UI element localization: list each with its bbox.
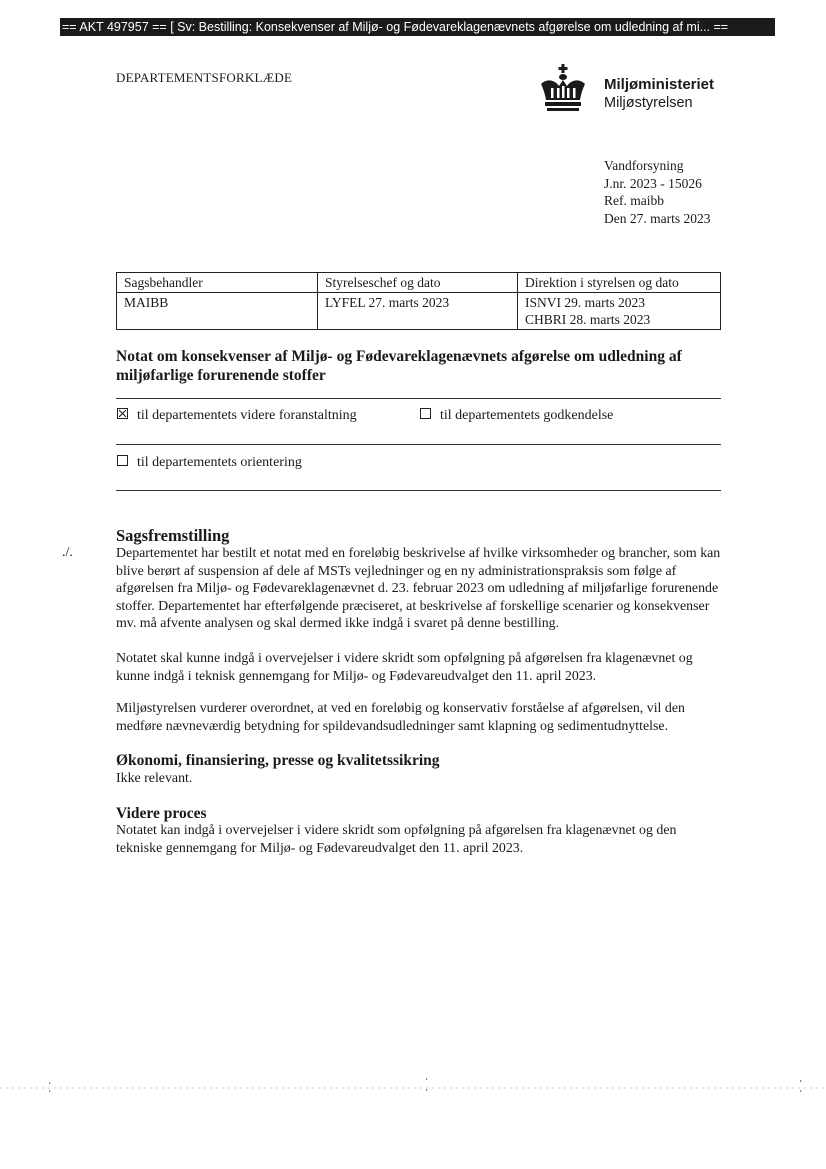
divider [116, 398, 721, 399]
document-metadata [604, 157, 710, 228]
checkbox-empty-icon [420, 408, 431, 419]
unit-name: Vandforsyning [604, 158, 684, 173]
royal-crown-icon [537, 64, 589, 114]
header-caseworker: Sagsbehandler [117, 273, 318, 293]
paragraph: Ikke relevant. [116, 771, 193, 786]
reference: Ref. maibb [604, 193, 664, 209]
ministry-name-block [604, 76, 714, 112]
direction-entry: ISNVI 29. marts 2023 [525, 295, 645, 310]
scan-artifact [0, 1072, 826, 1102]
divider [116, 490, 721, 491]
checkbox-approval[interactable] [420, 407, 613, 425]
ministry-name: Miljøministeriet [604, 76, 715, 93]
cell-direction [518, 293, 721, 330]
paragraph: Notatet skal kunne indgå i overvejelser i videre skridt som opfølgning på afgørelsen fra klagenævnet og kunne indgå i teknisk gennemgang for Miljø- og Fødevareudvalget den 11. april 2023. [116, 651, 693, 684]
paragraph: Miljøstyrelsen vurderer overordnet, at ved en foreløbig og konservativ forståelse af afgørelsen, vil den medføre nævneværdig betydning for spildevandsudledninger samt klapning og sedimentudnyttelse. [116, 701, 685, 734]
checkbox-label: til departementets videre foranstaltning [137, 408, 357, 423]
table-header-row [117, 273, 721, 293]
direction-entry: CHBRI 28. marts 2023 [525, 312, 651, 327]
document-type-label: DEPARTEMENTSFORKLÆDE [116, 70, 293, 85]
agency-name: Miljøstyrelsen [604, 95, 693, 111]
header-direction: Direktion i styrelsen og dato [518, 273, 721, 293]
cell-agency-head: LYFEL 27. marts 2023 [318, 293, 518, 330]
paragraph: Notatet kan indgå i overvejelser i videre skridt som opfølgning på afgørelsen fra klagenævnet og den tekniske gennemgang for Miljø- og Fødevareudvalget den 11. april 2023. [116, 823, 677, 856]
signoff-table [116, 272, 721, 330]
checkbox-checked-icon [117, 408, 128, 419]
divider [116, 444, 721, 445]
paragraph: Departementet har bestilt et notat med en foreløbig beskrivelse af hvilke virksomheder og brancher, som kan blive berørt af suspension af dele af MSTs vejledninger og en ny administrationspraksis som følge af afgørelsen fra Miljø- og Fødevareklagenævnet d. 23. februar 2023 om udledning af miljøfarlige forurenende stoffer. Departementet har efterfølgende præciseret, at beskrivelse af forskellige scenarier og konsekvenser mv. må afvente analysen og skal dermed ikke indgå i svaret på denne bestilling. [116, 546, 721, 632]
memo-subject: Notat om konsekvenser af Miljø- og Fødevareklagenævnets afgørelse om udledning af miljøfarlige forurenende stoffer [116, 348, 682, 384]
checkbox-orientation[interactable] [117, 454, 302, 472]
header-agency-head: Styrelseschef og dato [318, 273, 518, 293]
section-heading: Økonomi, finansiering, presse og kvalitetssikring [116, 752, 440, 769]
document-banner: == AKT 497957 == [ Sv: Bestilling: Konsekvenser af Miljø- og Fødevareklagenævnets afgørelse om udledning af mi... == [60, 18, 775, 36]
case-number: J.nr. 2023 - 15026 [604, 175, 702, 191]
checkbox-further-action[interactable] [117, 407, 357, 425]
section-heading: Videre proces [116, 805, 207, 822]
table-row [117, 293, 721, 330]
checkbox-label: til departementets orientering [137, 455, 302, 470]
section-heading: Sagsfremstilling [116, 526, 230, 545]
checkbox-empty-icon [117, 455, 128, 466]
document-date: Den 27. marts 2023 [604, 211, 711, 227]
enclosure-mark: ./. [62, 545, 73, 560]
cell-caseworker: MAIBB [117, 293, 318, 330]
checkbox-label: til departementets godkendelse [440, 408, 614, 423]
